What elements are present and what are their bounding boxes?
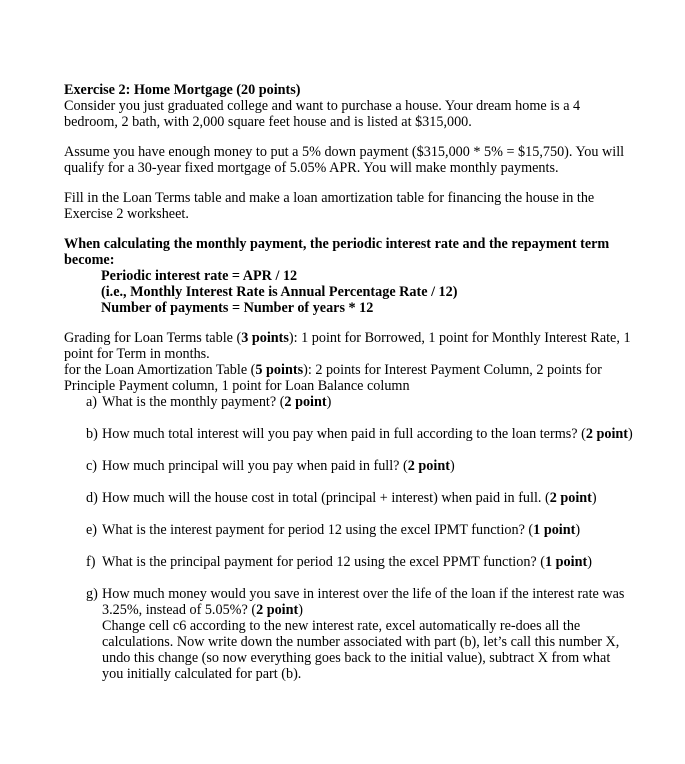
question-points: 1 point [545,554,588,570]
question-text: How much principal will you pay when paid in full? ( [102,458,408,474]
question-label: g) [86,586,98,602]
question-label: e) [86,522,98,538]
assumption-paragraph: Assume you have enough money to put a 5% down payment ($315,000 * 5% = $15,750). You will qualify for a 30-year fixed mortgage of 5.05% APR. You will make monthly payments. [64,144,625,176]
formula-number-of-payments: Number of payments = Number of years * 12 [101,300,374,316]
question-close: ) [575,522,581,538]
instructions-paragraph: Fill in the Loan Terms table and make a loan amortization table for financing the house in the Exercise 2 worksheet. [64,190,595,222]
question-item [64,490,634,506]
question-g-followup: Change cell c6 according to the new interest rate, excel automatically re-does all the calculations. Now write down the number associated with part (b), let’s call this number X, undo this change (so now everything goes back to the initial value), subtract X from what you initially calculated for part (b). [102,618,620,682]
question-close: ) [298,602,303,618]
question-item [64,554,634,570]
question-close: ) [587,554,592,570]
question-item [64,522,634,538]
question-item [64,458,634,474]
calculation-heading: When calculating the monthly payment, the periodic interest rate and the repayment term become: [64,236,610,268]
question-close: ) [326,394,332,410]
question-label: a) [86,394,98,410]
question-text: How much money would you save in interest over the life of the loan if the interest rate was 3.25%, instead of 5.05%? ( [102,586,625,618]
question-text: What is the interest payment for period 12 using the excel IPMT function? ( [102,522,534,538]
grading-loan-terms [64,330,634,362]
question-item [64,426,634,442]
grading-loan-terms-pre: Grading for Loan Terms table ( [64,330,242,346]
formula-periodic-rate: Periodic interest rate = APR / 12 [101,268,298,284]
grading-loan-terms-post: ): 1 point for Borrowed, 1 point for Monthly Interest Rate, 1 point for Term in months. [64,330,631,362]
question-label: c) [86,458,98,474]
question-close: ) [628,426,633,442]
question-points: 2 point [407,458,450,474]
intro-paragraph: Consider you just graduated college and want to purchase a house. Your dream home is a 4 bedroom, 2 bath, with 2,000 square feet house and is listed at $315,000. [64,98,581,130]
exercise-title: Exercise 2: Home Mortgage (20 points) [64,82,301,98]
question-points: 2 point [284,394,327,410]
formula-monthly-rate-note: (i.e., Monthly Interest Rate is Annual Percentage Rate / 12) [101,284,458,300]
question-points: 1 point [533,522,576,538]
grading-amortization-pre: for the Loan Amortization Table ( [64,362,256,378]
question-text: How much will the house cost in total (principal + interest) when paid in full. ( [102,490,550,506]
question-points: 2 point [256,602,299,618]
question-label: d) [86,490,98,506]
question-list [64,394,634,682]
question-label: f) [86,554,96,570]
grading-loan-terms-points: 3 points [241,330,289,346]
grading-amortization [64,362,634,394]
question-close: ) [449,458,455,474]
question-points: 2 point [585,426,629,442]
grading-amortization-post: ): 2 points for Interest Payment Column, 2 points for Principle Payment column, 1 point for Loan Balance column [64,362,602,394]
question-label: b) [86,426,98,442]
question-close: ) [591,490,597,506]
exercise-content [64,82,634,682]
grading-amortization-points: 5 points [255,362,304,378]
question-item [64,394,634,410]
question-item [64,586,634,682]
question-points: 2 point [549,490,592,506]
question-text: What is the principal payment for period 12 using the excel PPMT function? ( [102,554,545,570]
question-text: How much total interest will you pay when paid in full according to the loan terms? ( [102,426,586,442]
question-text: What is the monthly payment? ( [102,394,285,410]
